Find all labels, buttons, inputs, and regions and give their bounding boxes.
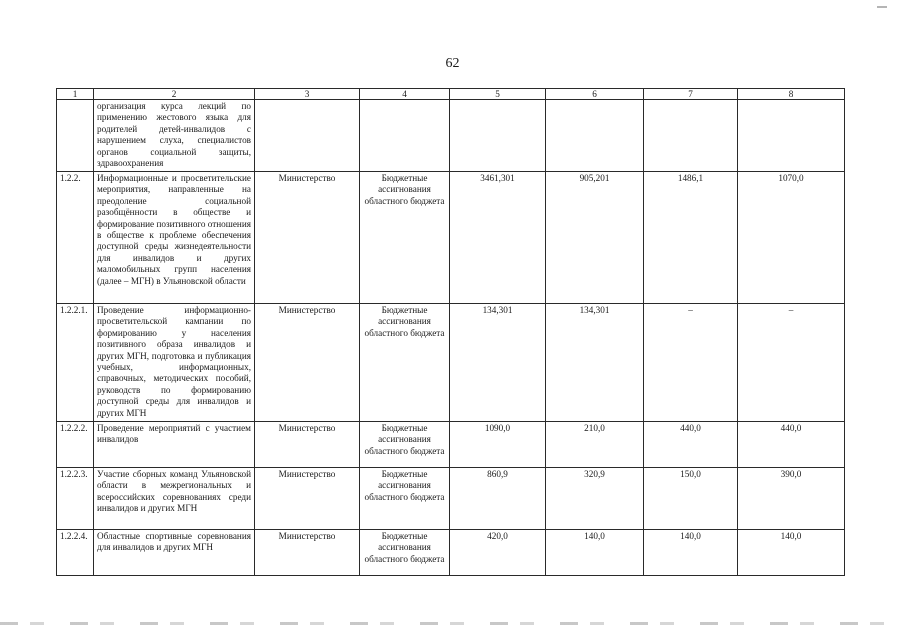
item-year-2: 140,0 — [644, 530, 738, 576]
item-number — [57, 100, 94, 172]
header-row — [57, 89, 845, 100]
item-funding-source: Бюджетные ассигнования областного бюджета — [360, 422, 450, 468]
item-year-1: 905,201 — [546, 172, 644, 304]
item-description: организация курса лекций по применению жестового языка для родителей детей-инвалидов с нарушением слуха, специалистов органов социальной защиты, здравоохранения — [94, 100, 255, 172]
item-number: 1.2.2.2. — [57, 422, 94, 468]
item-year-3: 440,0 — [738, 422, 845, 468]
item-year-1: 210,0 — [546, 422, 644, 468]
item-year-2: 440,0 — [644, 422, 738, 468]
item-executor: Министерство — [255, 530, 360, 576]
program-table — [56, 88, 845, 576]
item-year-3: 390,0 — [738, 468, 845, 530]
column-header: 3 — [255, 89, 360, 100]
item-description: Участие сборных команд Ульяновской области в межрегиональных и всероссийских соревнованиях среди инвалидов и других МГН — [94, 468, 255, 530]
item-executor: Министерство — [255, 422, 360, 468]
item-number: 1.2.2.3. — [57, 468, 94, 530]
item-year-2 — [644, 100, 738, 172]
item-year-3: 1070,0 — [738, 172, 845, 304]
item-year-3 — [738, 100, 845, 172]
item-number: 1.2.2.1. — [57, 304, 94, 422]
item-year-1: 320,9 — [546, 468, 644, 530]
item-year-1: 140,0 — [546, 530, 644, 576]
item-total: 3461,301 — [450, 172, 546, 304]
item-executor: Министерство — [255, 172, 360, 304]
item-year-1 — [546, 100, 644, 172]
scan-artifact — [877, 6, 887, 8]
item-funding-source: Бюджетные ассигнования областного бюджета — [360, 304, 450, 422]
column-header: 8 — [738, 89, 845, 100]
table-row — [57, 172, 845, 304]
page-number: 62 — [445, 56, 460, 71]
table-row — [57, 100, 845, 172]
item-funding-source: Бюджетные ассигнования областного бюджета — [360, 172, 450, 304]
scan-artifact — [0, 622, 905, 625]
table-row — [57, 422, 845, 468]
column-header: 4 — [360, 89, 450, 100]
item-executor — [255, 100, 360, 172]
item-number: 1.2.2. — [57, 172, 94, 304]
column-header: 5 — [450, 89, 546, 100]
item-total: 860,9 — [450, 468, 546, 530]
column-header: 6 — [546, 89, 644, 100]
column-header: 2 — [94, 89, 255, 100]
item-executor: Министерство — [255, 304, 360, 422]
table-row — [57, 530, 845, 576]
column-header: 7 — [644, 89, 738, 100]
item-year-1: 134,301 — [546, 304, 644, 422]
item-funding-source — [360, 100, 450, 172]
item-year-3: 140,0 — [738, 530, 845, 576]
item-year-2: 150,0 — [644, 468, 738, 530]
item-description: Проведение информационно-просветительской кампании по формированию у населения позитивного образа инвалидов и других МГН, подготовка и публикация учебных, информационных, справочных, методических пособий, руководств по формированию доступной среды для инвалидов и других МГН — [94, 304, 255, 422]
item-total: 1090,0 — [450, 422, 546, 468]
item-year-3: – — [738, 304, 845, 422]
item-funding-source: Бюджетные ассигнования областного бюджета — [360, 530, 450, 576]
item-funding-source: Бюджетные ассигнования областного бюджета — [360, 468, 450, 530]
table-row — [57, 468, 845, 530]
item-description: Областные спортивные соревнования для инвалидов и других МГН — [94, 530, 255, 576]
item-year-2: 1486,1 — [644, 172, 738, 304]
table-row — [57, 304, 845, 422]
item-description: Информационные и просветительские мероприятия, направленные на преодоление социальной разобщённости в обществе и формирование позитивного отношения в обществе к проблеме обеспечения доступной среды жизнедеятельности для инвалидов и других маломобильных групп населения (далее – МГН) в Ульяновской области — [94, 172, 255, 304]
item-year-2: – — [644, 304, 738, 422]
item-description: Проведение мероприятий с участием инвалидов — [94, 422, 255, 468]
item-total: 420,0 — [450, 530, 546, 576]
column-header: 1 — [57, 89, 94, 100]
item-number: 1.2.2.4. — [57, 530, 94, 576]
item-total: 134,301 — [450, 304, 546, 422]
item-total — [450, 100, 546, 172]
item-executor: Министерство — [255, 468, 360, 530]
